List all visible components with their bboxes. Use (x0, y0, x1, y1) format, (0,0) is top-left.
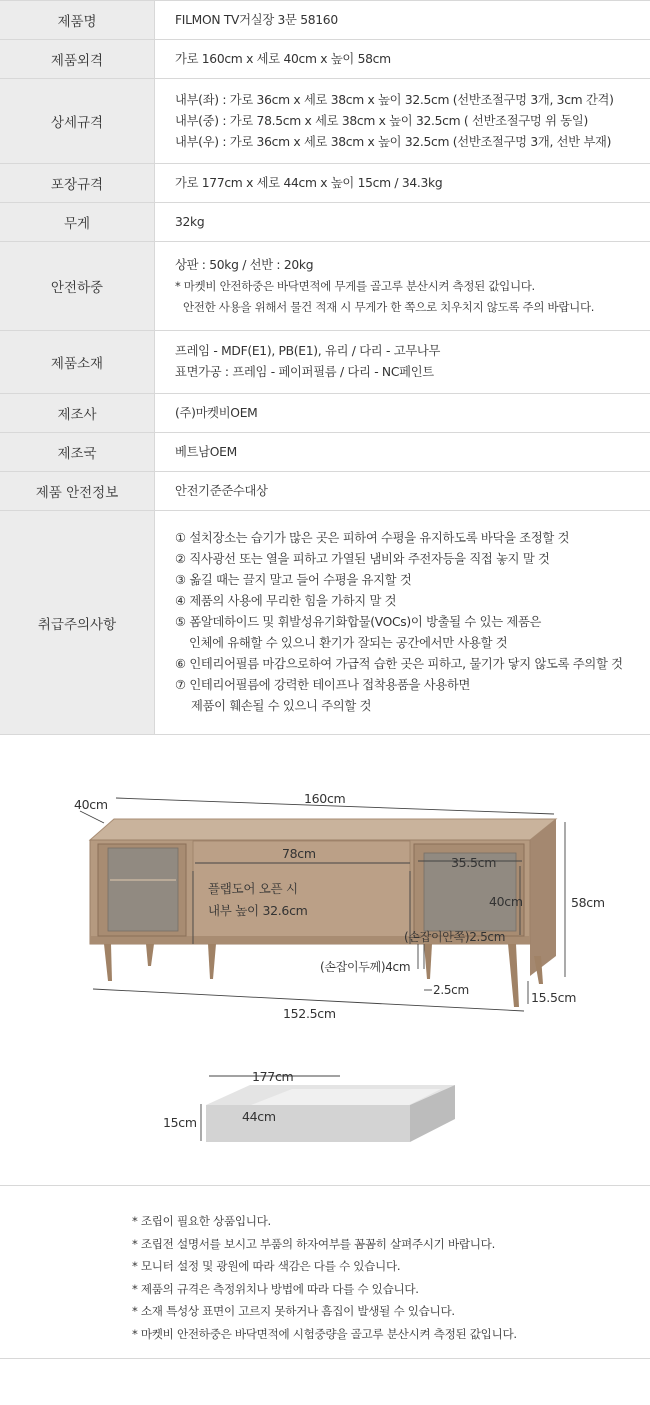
caution-item: ② 직사광선 또는 열을 피하고 가열된 냄비와 주전자등을 직접 놓지 말 것 (175, 552, 550, 566)
spec-label: 상세규격 (0, 79, 155, 163)
dim-base-width: 152.5cm (283, 1006, 336, 1021)
spec-row-weight (0, 203, 650, 242)
spec-value: FILMON TV거실장 3문 58160 (175, 12, 338, 27)
spec-value: 베트남OEM (175, 444, 237, 459)
spec-label: 포장규격 (0, 164, 155, 202)
spec-row-name (0, 0, 650, 40)
spec-value: 표면가공 : 프레임 - 페이퍼필름 / 다리 - NC페인트 (175, 365, 434, 379)
spec-note: * 마켓비 안전하중은 바닥면적에 무게를 골고루 분산시켜 측정된 값입니다. (175, 278, 535, 293)
spec-value: 내부(중) : 가로 78.5cm x 세로 38cm x 높이 32.5cm ( 선반조절구멍 위 동일) (175, 113, 588, 128)
spec-label: 무게 (0, 203, 155, 241)
dim-leg-height: 15.5cm (531, 990, 577, 1005)
spec-value: 안전기준준수대상 (175, 483, 268, 498)
caution-item: ⑥ 인테리어필름 마감으로하여 가급적 습한 곳은 피하고, 물기가 닿지 않도록 주의할 것 (175, 657, 623, 671)
notice-item: * 마켓비 안전하중은 바닥면적에 시험중량을 골고루 분산시켜 측정된 값입니다. (132, 1326, 517, 1341)
dim-height: 58cm (571, 895, 605, 910)
spec-row-detail (0, 79, 650, 164)
spec-value: 가로 177cm x 세로 44cm x 높이 15cm / 34.3kg (175, 175, 443, 190)
caution-item: 제품이 훼손될 수 있으니 주의할 것 (191, 699, 372, 713)
spec-label: 제품소재 (0, 331, 155, 393)
dim-width: 160cm (304, 791, 346, 806)
notice-item: * 조립전 설명서를 보시고 부품의 하자여부를 꼼꼼히 살펴주시기 바랍니다. (132, 1236, 495, 1251)
spec-row-caution (0, 511, 650, 735)
dimension-diagram (0, 731, 650, 1184)
spec-label: 제조사 (0, 394, 155, 432)
spec-label: 제품명 (0, 1, 155, 39)
spec-value: 32kg (175, 214, 205, 229)
dim-right-height: 40cm (489, 894, 523, 909)
spec-label: 제조국 (0, 433, 155, 471)
spec-row-outer-size (0, 40, 650, 79)
dimension-diagram-section (0, 731, 650, 1184)
caution-item: ⑤ 폼알데하이드 및 휘발성유기화합물(VOCs)이 방출될 수 있는 제품은 (175, 615, 542, 629)
caution-item: ⑦ 인테리어필름에 강력한 테이프나 접착용품을 사용하면 (175, 678, 471, 692)
spec-row-package (0, 164, 650, 203)
flap-note-line2: 내부 높이 32.6cm (208, 903, 308, 918)
spec-note: 안전한 사용을 위해서 물건 적재 시 무게가 한 쪽으로 치우치지 않도록 주의 바랍니다. (183, 299, 595, 314)
dim-depth: 40cm (74, 797, 108, 812)
spec-row-material (0, 331, 650, 394)
dim-handle-inner: (손잡이안쪽)2.5cm (404, 930, 506, 944)
dim-right-width: 35.5cm (451, 855, 497, 870)
spec-value: (주)마켓비OEM (175, 405, 258, 420)
spec-label: 안전하중 (0, 242, 155, 330)
spec-value: 상판 : 50kg / 선반 : 20kg (175, 257, 314, 272)
spec-value: 프레임 - MDF(E1), PB(E1), 유리 / 다리 - 고무나무 (175, 344, 441, 358)
package-height: 15cm (163, 1115, 197, 1130)
spec-row-load (0, 242, 650, 331)
dim-leg-inset: 2.5cm (433, 983, 469, 997)
spec-row-maker (0, 394, 650, 433)
dim-handle-thickness: (손잡이두께)4cm (320, 960, 411, 974)
package-length: 177cm (252, 1069, 294, 1084)
spec-value: 내부(좌) : 가로 36cm x 세로 38cm x 높이 32.5cm (선반조절구멍 3개, 3cm 간격) (175, 92, 614, 107)
spec-label: 취급주의사항 (0, 511, 155, 734)
package-width: 44cm (242, 1109, 276, 1124)
caution-item: ① 설치장소는 습기가 많은 곳은 피하여 수평을 유지하도록 바닥을 조정할 것 (175, 531, 570, 545)
notice-item: * 모니터 설정 및 광원에 따라 색감은 다를 수 있습니다. (132, 1259, 401, 1273)
caution-item: ④ 제품의 사용에 무리한 힘을 가하지 말 것 (175, 594, 397, 608)
notice-item: * 제품의 규격은 측정위치나 방법에 따라 다를 수 있습니다. (132, 1281, 419, 1296)
dim-mid-width: 78cm (282, 846, 316, 861)
spec-row-safety (0, 472, 650, 511)
caution-item: ③ 옮길 때는 끌지 말고 들어 수평을 유지할 것 (175, 573, 412, 587)
spec-value: 가로 160cm x 세로 40cm x 높이 58cm (175, 51, 391, 66)
spec-value: 내부(우) : 가로 36cm x 세로 38cm x 높이 32.5cm (선반조절구멍 3개, 선반 부재) (175, 134, 612, 149)
notice-section (0, 1185, 650, 1359)
notice-item: * 소재 특성상 표면이 고르지 못하거나 흠집이 발생될 수 있습니다. (132, 1304, 455, 1318)
notice-item: * 조립이 필요한 상품입니다. (132, 1214, 271, 1228)
spec-label: 제품 안전정보 (0, 472, 155, 510)
tv-cabinet-illustration (90, 819, 556, 1007)
caution-item: 인체에 유해할 수 있으니 환기가 잘되는 공간에서만 사용할 것 (189, 636, 508, 650)
spec-row-country (0, 433, 650, 472)
spec-label: 제품외격 (0, 40, 155, 78)
flap-note-line1: 플랩도어 오픈 시 (208, 881, 298, 896)
